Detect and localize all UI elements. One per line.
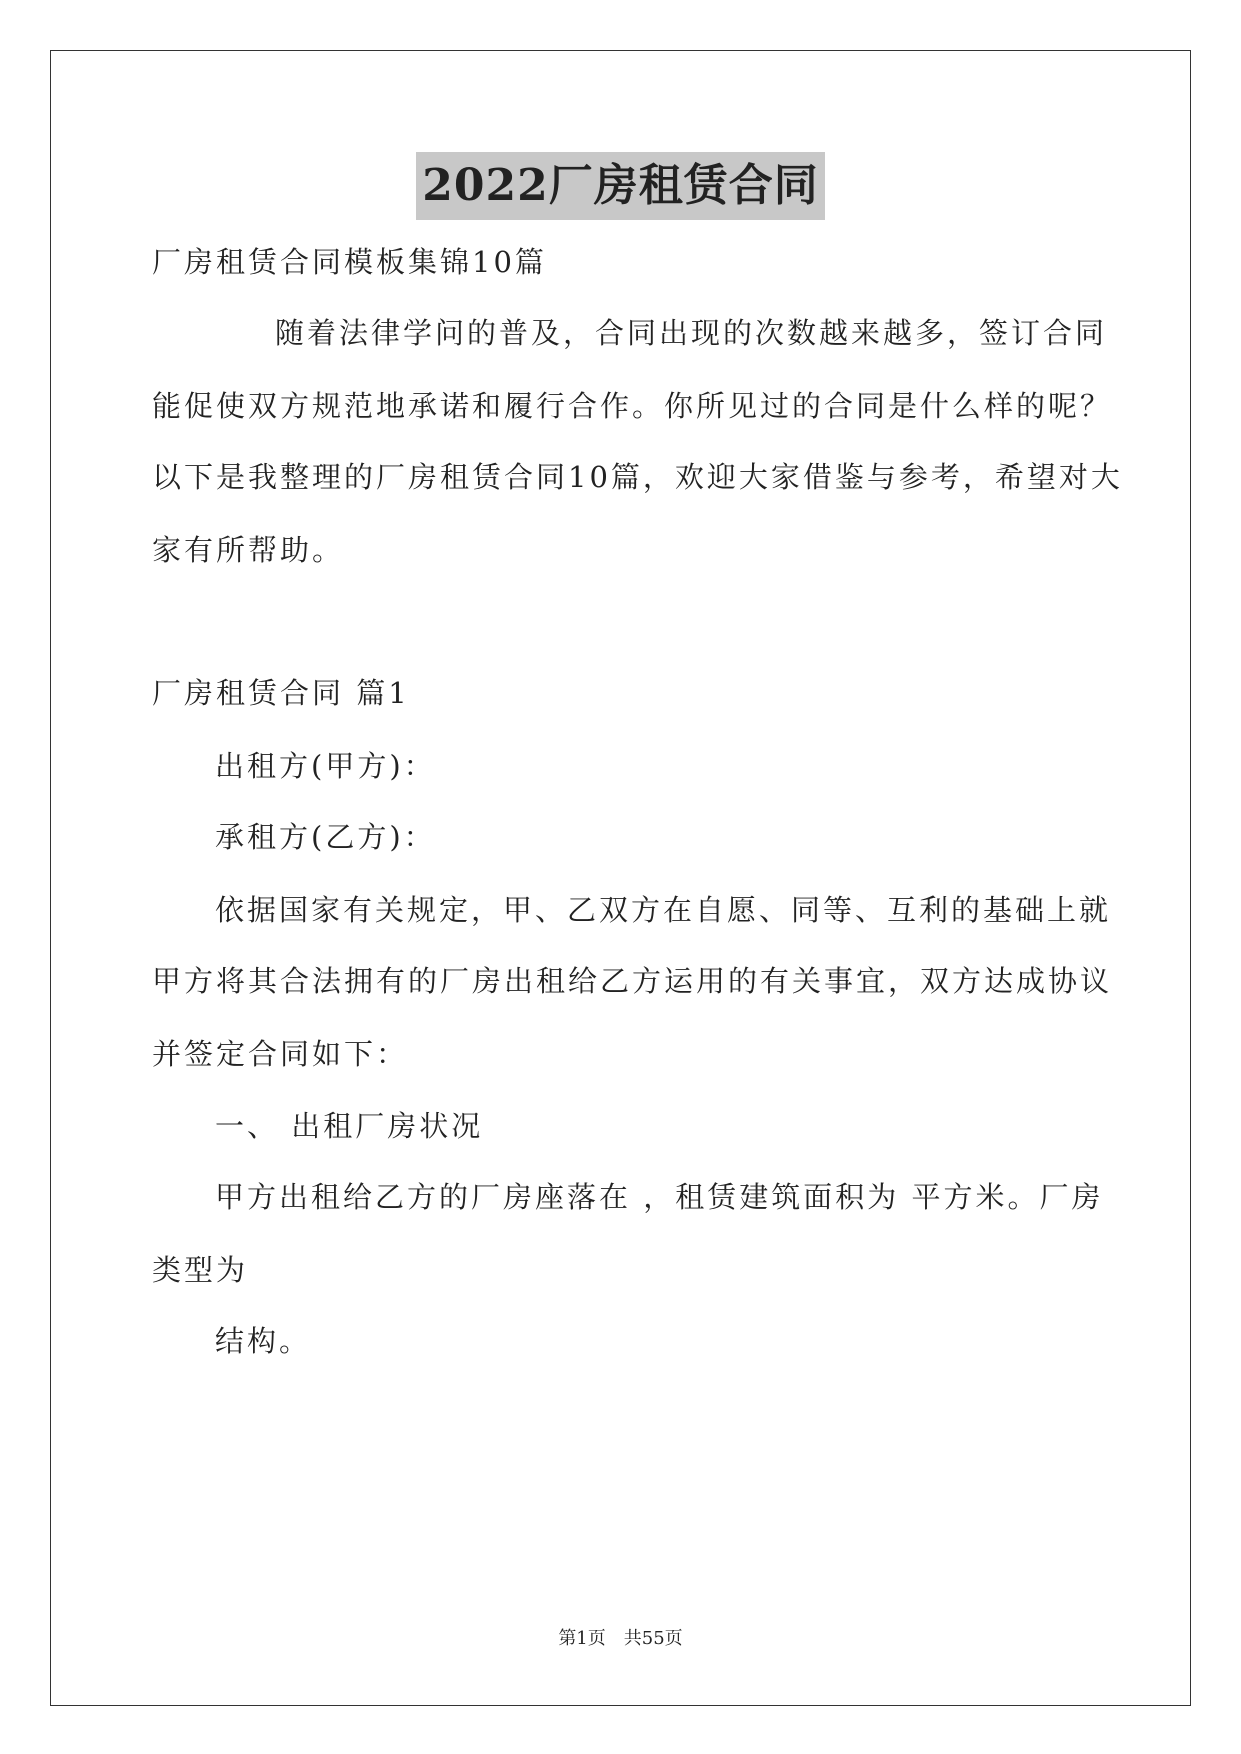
body-line-3: 并签定合同如下： xyxy=(152,1037,409,1071)
section-heading: 厂房租赁合同 篇1 xyxy=(152,676,410,710)
document-subtitle: 厂房租赁合同模板集锦10篇 xyxy=(152,245,547,279)
clause-1-line-1: 甲方出租给乙方的厂房座落在 ，租赁建筑面积为 平方米。厂房 xyxy=(215,1180,1104,1214)
lessee-label: 承租方(乙方)： xyxy=(215,820,436,854)
page-border xyxy=(50,50,1191,1706)
intro-line-1: 随着法律学问的普及，合同出现的次数越来越多，签订合同 xyxy=(275,316,1108,350)
clause-1-heading: 一、 出租厂房状况 xyxy=(215,1109,484,1143)
clause-1-line-3: 结构。 xyxy=(215,1324,312,1358)
document-title: 2022厂房租赁合同 xyxy=(416,152,824,220)
body-line-1: 依据国家有关规定，甲、乙双方在自愿、同等、互利的基础上就 xyxy=(215,893,1112,927)
intro-line-4: 家有所帮助。 xyxy=(152,533,345,567)
intro-line-2: 能促使双方规范地承诺和履行合作。你所见过的合同是什么样的呢？ xyxy=(152,389,1113,423)
page-number-footer: 第1页 共55页 xyxy=(558,1628,683,1649)
body-line-2: 甲方将其合法拥有的厂房出租给乙方运用的有关事宜，双方达成协议 xyxy=(152,964,1113,998)
lessor-label: 出租方(甲方)： xyxy=(215,749,436,783)
intro-line-3: 以下是我整理的厂房租赁合同10篇，欢迎大家借鉴与参考，希望对大 xyxy=(152,460,1123,494)
title-container xyxy=(0,152,1241,220)
clause-1-line-2: 类型为 xyxy=(152,1253,249,1287)
